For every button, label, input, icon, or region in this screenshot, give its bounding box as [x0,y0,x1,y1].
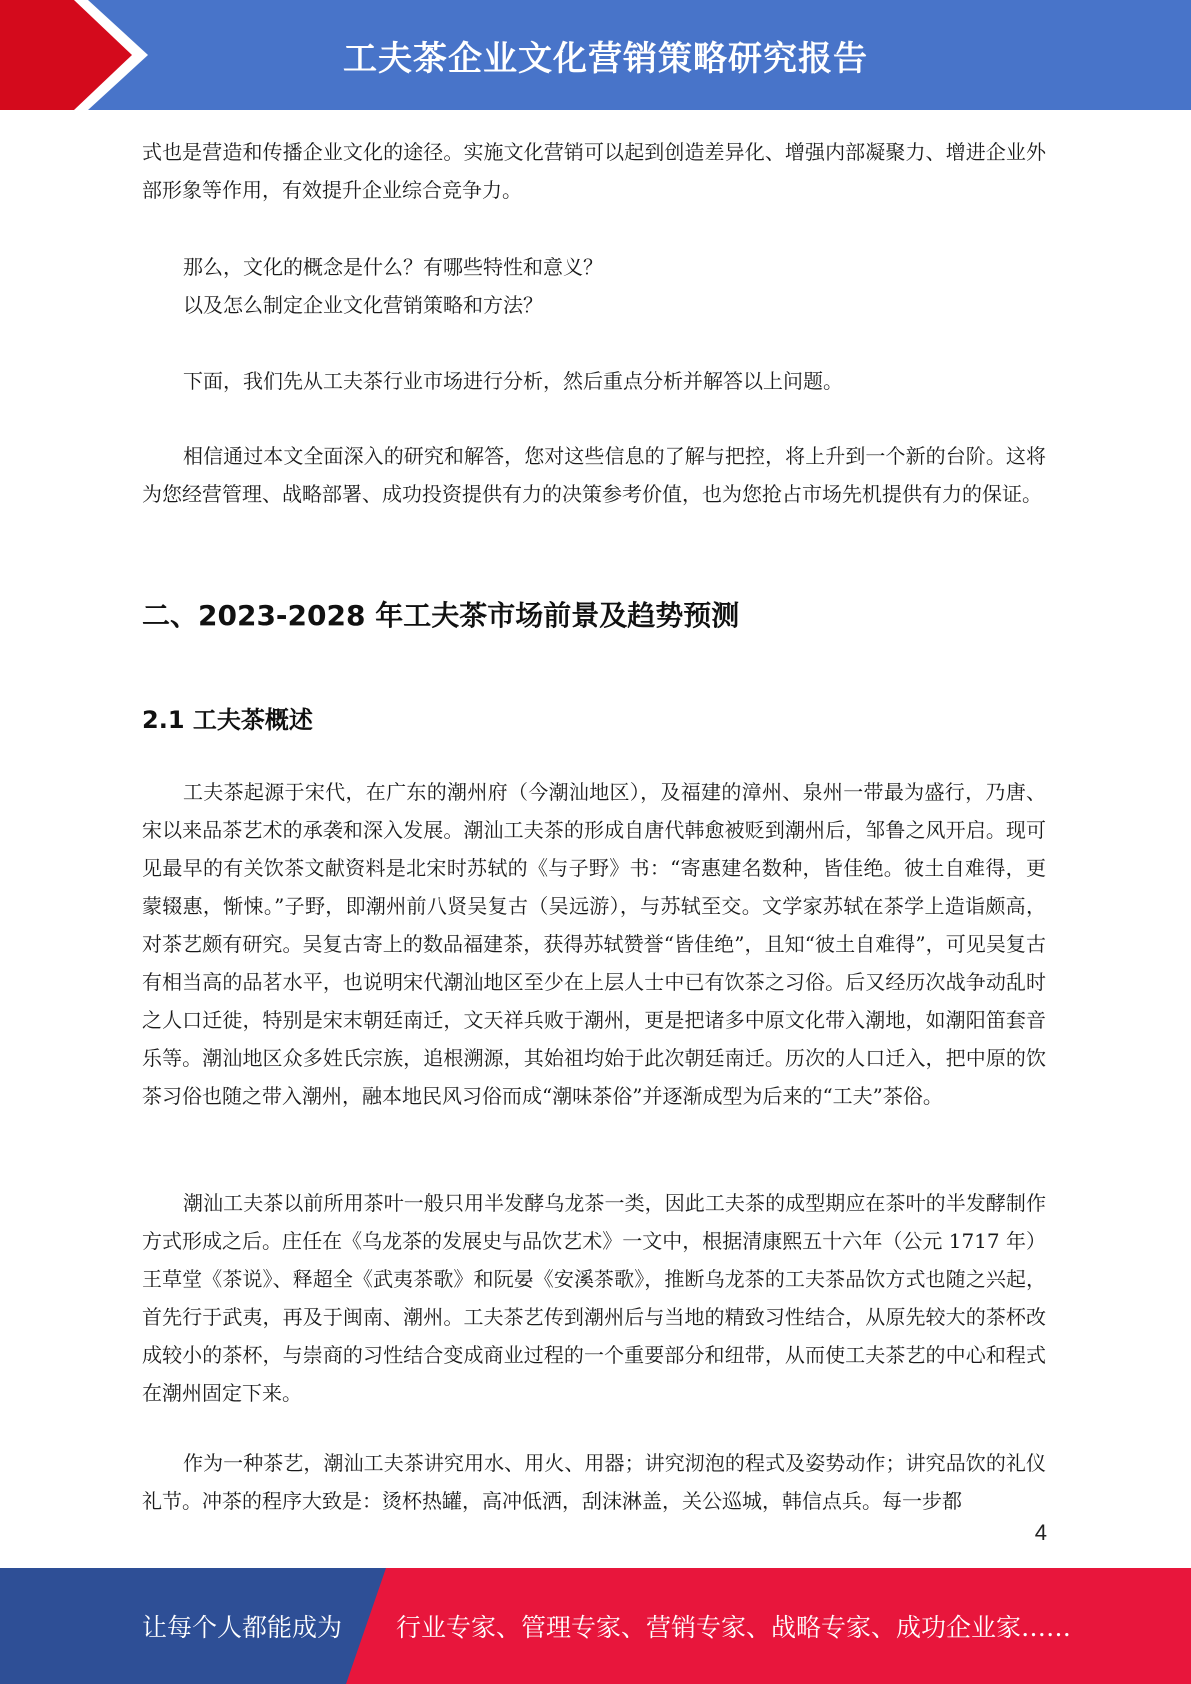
body-paragraph-1 [142,773,1046,1115]
intro-question-2 [142,286,1046,324]
intro-paragraph-1 [142,133,1046,209]
body-paragraph-3 [142,1444,1046,1520]
paragraph-text: 工夫茶起源于宋代，在广东的潮州府（今潮汕地区），及福建的漳州、泉州一带最为盛行，乃唐、宋以来品茶艺术的承袭和深入发展。潮汕工夫茶的形成自唐代韩愈被贬到潮州后，邹鲁之风开启。现可见最早的有关饮茶文献资料是北宋时苏轼的《与子野》书：“寄惠建名数种，皆佳绝。彼土自难得，更蒙辍惠，惭悚。”子野，即潮州前八贤吴复古（吴远游），与苏轼至交。文学家苏轼在茶学上造诣颇高，对茶艺颇有研究。吴复古寄上的数品福建茶，获得苏轼赞誉“皆佳绝”，且知“彼土自难得”，可见吴复古有相当高的品茗水平，也说明宋代潮汕地区至少在上层人士中已有饮茶之习俗。后又经历次战争动乱时之人口迁徙，特别是宋末朝廷南迁，文天祥兵败于潮州，更是把诸多中原文化带入潮地，如潮阳笛套音乐等。潮汕地区众多姓氏宗族，追根溯源，其始祖均始于此次朝廷南迁。历次的人口迁入，把中原的饮茶习俗也随之带入潮州，融本地民风习俗而成“潮味茶俗”并逐渐成型为后来的“工夫”茶俗。 [142,780,1046,1108]
paragraph-text: 潮汕工夫茶以前所用茶叶一般只用半发酵乌龙茶一类，因此工夫茶的成型期应在茶叶的半发酵制作方式形成之后。庄任在《乌龙茶的发展史与品饮艺术》一文中，根据清康熙五十六年（公元 1717 年）王草堂《茶说》、释超全《武夷茶歌》和阮晏《安溪茶歌》，推断乌龙茶的工夫茶品饮方式也随之兴起，首先行于武夷，再及于闽南、潮州。工夫茶艺传到潮州后与当地的精致习性结合，从原先较大的茶杯改成较小的茶杯，与崇商的习性结合变成商业过程的一个重要部分和纽带，从而使工夫茶艺的中心和程式在潮州固定下来。 [142,1191,1046,1405]
intro-paragraph-2 [142,362,1046,400]
section-heading: 二、2023-2028 年工夫茶市场前景及趋势预测 [142,599,740,632]
paragraph-text: 相信通过本文全面深入的研究和解答，您对这些信息的了解与把控，将上升到一个新的台阶。这将为您经营管理、战略部署、成功投资提供有力的决策参考价值，也为您抢占市场先机提供有力的保证。 [142,444,1046,506]
body-paragraph-2 [142,1184,1046,1412]
paragraph-text: 以及怎么制定企业文化营销策略和方法？ [183,293,543,317]
page-number: 4 [1034,1520,1047,1545]
footer-slogan-left: 让每个人都能成为 [142,1613,343,1642]
paragraph-text: 式也是营造和传播企业文化的途径。实施文化营销可以起到创造差异化、增强内部凝聚力、增进企业外部形象等作用，有效提升企业综合竞争力。 [142,140,1046,202]
page-footer [0,1568,1191,1684]
paragraph-text: 下面，我们先从工夫茶行业市场进行分析，然后重点分析并解答以上问题。 [183,369,843,393]
intro-question-1 [142,248,1046,286]
paragraph-text: 作为一种茶艺，潮汕工夫茶讲究用水、用火、用器；讲究沏泡的程式及姿势动作；讲究品饮的礼仪礼节。冲茶的程序大致是：烫杯热罐，高冲低洒，刮沫淋盖，关公巡城，韩信点兵。每一步都 [142,1451,1046,1513]
subsection-heading: 2.1 工夫茶概述 [142,706,313,734]
footer-slogan-right: 行业专家、管理专家、营销专家、战略专家、成功企业家…… [396,1613,1072,1642]
report-title: 工夫茶企业文化营销策略研究报告 [343,38,868,79]
page-header [0,0,1191,110]
paragraph-text: 那么，文化的概念是什么？有哪些特性和意义？ [183,255,603,279]
intro-paragraph-3 [142,437,1046,513]
